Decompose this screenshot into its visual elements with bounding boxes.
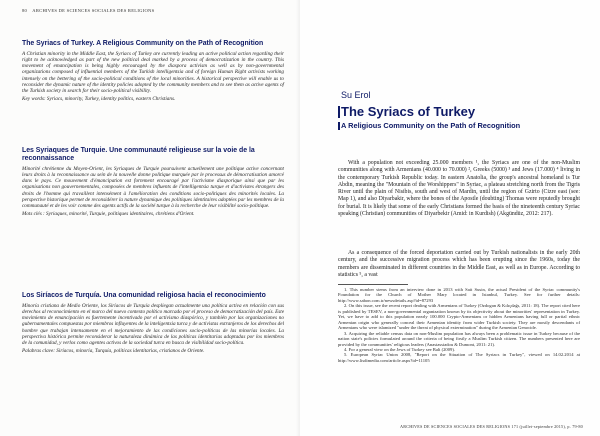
body-paragraph xyxy=(338,160,580,218)
abstract-english xyxy=(22,40,284,102)
running-head xyxy=(22,8,154,13)
abstract-body: Minoría cristiana de Medio Oriente, los Siríacos de Turquía despliegan actualmente una política activa en relación con sus derechos al reconocimiento en el marco del nuevo contexto político marcado por el proceso de democratización del país. Este movimiento de emancipación es fuertemente incentivado por el activismo diaspórico, y también por las organizaciones no gubernamentales compuestas por miembros influyentes de la inteligentsia turca y de activistas extranjeros de los derechos del hombre que trabajan intensamente en el mejoramiento de las condiciones socio-políticas de las minorías locales. La perspectiva histórica permite reconsiderar la naturaleza dinámica de las políticas identitarias adoptadas por los miembros de la comunidad, y verlos como agentes activos de la sociedad turca en busca de visibilidad socio-política. xyxy=(22,303,285,346)
footnote: 3. Acquiring the reliable census data on non-Muslim population has always been a problematic issue in Turkey because of the nation state's policies formulated around the criteria of being firstly a Muslim Turkish citizen. The numbers presented here are provided by the communities' religious leaders (Anastassiadou & Dumont, 2011: 21). xyxy=(338,330,580,347)
footnote: 5. European Syriac Union 2008, "Report on the Situation of The Syriacs in Turkey", viewed on 14.02.2014 at http://www.lisdimedia.com/article.aspx?id=11105 xyxy=(338,352,580,363)
abstract-spanish xyxy=(22,292,284,354)
article-subtitle: A Religious Community on the Path of Recognition xyxy=(341,121,521,130)
abstract-body: Minorité chrétienne du Moyen-Orient, les Syriaques de Turquie poursuivent actuellement une politique active concernant leurs droits à la reconnaissance au sein de la nouvelle donne politique marquée par le processus de démocratisation amorcé dans le pays. Ce mouvement d'émancipation est fortement encouragé par l'activisme diasporique ainsi que par les organisations non gouvernementales, composées de membres influents de l'intelligentsia turque et d'activistes étrangers des droits de l'homme qui travaillent intensément à l'amélioration des conditions socio-politiques des minorités locales. La perspective historique permet de reconsidérer la nature dynamique des politiques identitaires adoptées par les membres de la communauté et de les voir comme des agents actifs de la société turque à la recherche de leur visibilité socio-politique. xyxy=(22,166,284,209)
subtitle-rule xyxy=(338,122,340,130)
abstract-title: Les Syriaques de Turquie. Une communauté religieuse sur la voie de la reconnaissance xyxy=(22,147,255,162)
footnotes xyxy=(338,287,580,363)
abstract-keywords: Palabras clave: Siríacos, minoría, Turquía, políticas identitarias, cristianos de Oriente. xyxy=(22,348,205,355)
paragraph-text: With a population not exceeding 25.000 members ¹, the Syriacs are one of the non-Muslim communities along with Armenians (40.000 to 70.000) ², Greeks (5000) ³ and Jews (17.000) ⁴ living in the contemporary Turkish Republic today. In eastern Anatolia, the group's ancestral homeland is Tur Abdin, meaning the "Mountain of the Worshippers" in Syriac, a plateau stretching north from the Tigris River until the plain of Nisibis, south and west of Mardin, until the region of Gzirto (Cizre east (see: Map 1), and also Diyarbakir, where the bones of the Apostle (doubting) Thomas were reputedly brought for burial. It is likely that some of the early Christians formed the basis of the nineteenth century Syriac speaking (Christian) communities of Diyarbekir (Amid: in Kurdish) (Akgündüz, 2012: 217). xyxy=(338,160,580,218)
abstract-french xyxy=(22,147,284,217)
title-rule xyxy=(338,106,340,118)
page-footer: ARCHIVES DE SCIENCES SOCIALES DES RELIGIONS 171 (juillet-septembre 2015), p. 79-80 xyxy=(400,424,583,429)
abstract-title: The Syriacs of Turkey. A Religious Community on the Path of Recognition xyxy=(22,40,264,47)
article-title: The Syriacs of Turkey xyxy=(341,104,476,119)
abstract-keywords: Mots clés : Syriaques, minorité, Turquie, politiques identitaires, chrétiens d'Orient. xyxy=(22,211,195,218)
author-name: Su Erol xyxy=(341,90,371,100)
footnote: 2. On this issue, see the recent report dealing with Armenians of Turkey (Ozdogan & Kılıçdağı, 2011: 18). The report cited here is published by TESEV, a non-governmental organization known by its objectivity about the minorities' representation in Turkey. Yet, we have to add to this population nearly 100.000 Crypto-Armenians or hidden Armenians having full or partial ethnic Armenian origin who generally conceal their Armenian identity from wider Turkish society. They are mostly descendants of Armenians who were islamized "under the threat of physical extermination" during the Armenian Genocide. xyxy=(338,303,580,331)
body-paragraph xyxy=(338,250,580,279)
abstract-body: A Christian minority in the Middle East, the Syriacs of Turkey are currently leading an active political action regarding their right to be acknowledged as part of the new political deal marked by a process of democratization in the country. This movement of emancipation is being highly encouraged by the diaspora activism as well as by non-governmental organizations composed of influential members of the Turkish intelligentsia and of foreign Human Right activists working intensely on the bettering of the socio-political conditions of the local minorities. A historical perspective will enable us to reconsider the dynamic nature of the identity policies adopted by the community members and to see them as active agents of the Turkish society in search for their socio-political visibility. xyxy=(22,51,284,94)
footnote: 1. This number stems from an interview done in 2013 with Sait Susin, the actual President of the Syriac community's Foundation for the Church of Mother Mary located in Istanbul, Turkey. See for further details: http://www.sabon.com.tr/newsdetails.asp?id=87293 xyxy=(338,287,580,303)
abstract-keywords: Key words: Syriacs, minority, Turkey, identity politics, eastern Christians. xyxy=(22,96,176,103)
footnote-rule xyxy=(338,284,408,285)
journal-name: ARCHIVES DE SCIENCES SOCIALES DES RELIGIONS xyxy=(32,8,155,13)
paragraph-text: As a consequence of the forced deportation carried out by Turkish nationalists in the early 20th century, and the successive migration process which has been erupting since the 1960s, today the members are disseminated in different countries in the Middle East, as well as in Europe. According to statistics ⁵, a vast xyxy=(338,250,580,278)
page-number: 80 xyxy=(22,8,28,13)
abstract-title: Los Siríacos de Turquía. Una comunidad religiosa hacia el reconocimiento xyxy=(22,292,266,299)
footnote: 4. For a general view on the Jews of Turkey see Bali (2009). xyxy=(344,346,455,352)
